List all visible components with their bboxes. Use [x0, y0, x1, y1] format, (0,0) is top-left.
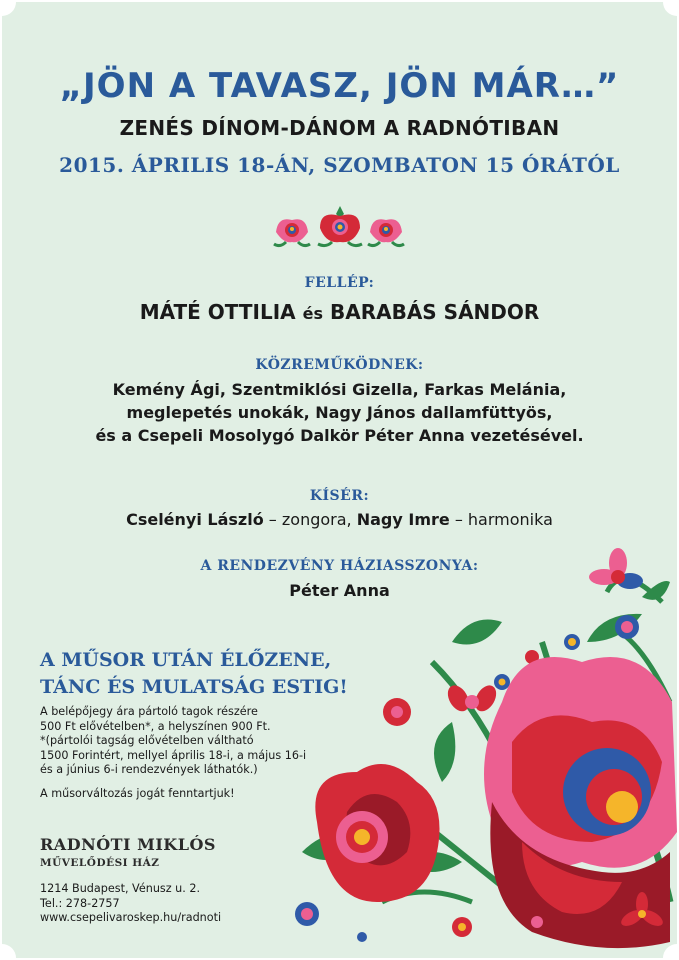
ticket-info-line: A belépőjegy ára pártoló tagok részére [40, 705, 258, 718]
fellep-heading: FELLÉP: [304, 275, 375, 291]
instrument-1: – zongora, [263, 510, 357, 529]
main-title: „JÖN A TAVASZ, JÖN MÁR…” [59, 66, 620, 106]
accompanist-1: Cselényi László [126, 510, 264, 529]
ticket-info-line: *(pártolói tagság elővételben váltható [40, 734, 254, 747]
contributors [2, 378, 677, 447]
small-flower-left-icon [274, 219, 310, 245]
small-flower-center-icon [318, 206, 362, 246]
contributors-line: meglepetés unokák, Nagy János dallamfüttyös, [126, 403, 553, 422]
contributors-line: Kemény Ági, Szentmiklósi Gizella, Farkas Melánia, [112, 380, 567, 399]
event-date: 2015. ÁPRILIS 18-ÁN, SZOMBATON 15 ÓRÁTÓL [59, 153, 620, 177]
contributors-line: és a Csepeli Mosolygó Dalkör Péter Anna vezetésével. [95, 426, 584, 445]
venue-subname: MŰVELŐDÉSI HÁZ [40, 857, 160, 869]
hostess-name: Péter Anna [289, 581, 390, 600]
after-show-line: A MŰSOR UTÁN ÉLŐZENE, [40, 649, 332, 671]
big-flower-bouquet-icon [295, 548, 677, 948]
reserve-note: A műsorváltozás jogát fenntartjuk! [40, 787, 235, 800]
performer-2: BARABÁS SÁNDOR [329, 300, 540, 324]
venue-website: www.csepelivaroskep.hu/radnoti [40, 911, 222, 924]
small-flower-right-icon [368, 219, 404, 245]
venue-name: RADNÓTI MIKLÓS [40, 835, 216, 854]
kiser-heading: KÍSÉR: [309, 488, 370, 504]
accompanist-2: Nagy Imre [356, 510, 450, 529]
ticket-info-line: és a június 6-i rendezvények láthatók.) [40, 763, 258, 776]
kozremukodnek-heading: KÖZREMŰKÖDNEK: [255, 357, 424, 373]
folk-flower-decoration [2, 2, 677, 958]
ticket-info [40, 705, 340, 778]
instrument-2: – harmonika [449, 510, 553, 529]
performer-1: MÁTÉ OTTILIA [139, 300, 296, 324]
poster [2, 2, 677, 958]
after-show-text [40, 647, 348, 701]
ticket-info-line: 1500 Forintért, mellyel április 18-i, a május 16-i [40, 748, 307, 762]
performers [2, 300, 677, 324]
venue-phone: Tel.: 278-2757 [40, 896, 120, 910]
after-show-line: TÁNC ÉS MULATSÁG ESTIG! [40, 676, 348, 698]
ticket-info-line: 500 Ft elővételben*, a helyszínen 900 Ft. [40, 719, 271, 733]
venue-address: 1214 Budapest, Vénusz u. 2. [40, 882, 201, 895]
venue-contact [40, 882, 221, 926]
performer-and: és [302, 304, 323, 323]
subtitle: ZENÉS DÍNOM-DÁNOM A RADNÓTIBAN [119, 116, 560, 140]
accompanists [2, 510, 677, 529]
hostess-heading: A RENDEZVÉNY HÁZIASSZONYA: [200, 558, 479, 574]
